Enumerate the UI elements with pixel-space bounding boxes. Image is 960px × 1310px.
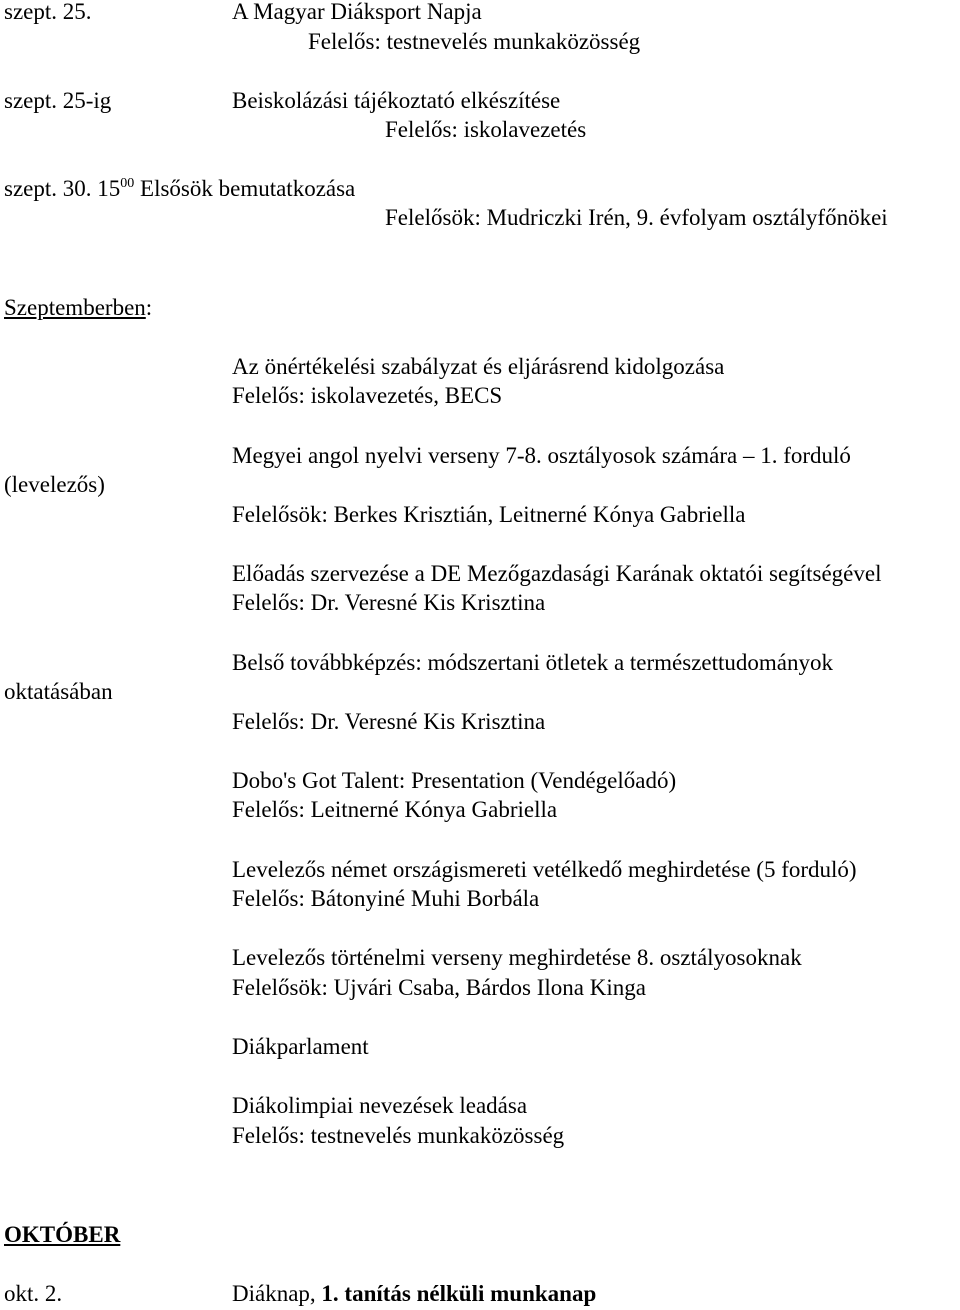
item-title: Levelezős német országismereti vetélkedő meghirdetése (5 forduló) (232, 857, 857, 882)
entry-responsible: Felelősök: Mudriczki Irén, 9. évfolyam osztályfőnökei (385, 205, 888, 230)
item-title: Megyei angol nyelvi verseny 7-8. osztályosok számára – 1. forduló (232, 443, 851, 468)
item-responsible: Felelős: Dr. Veresné Kis Krisztina (232, 590, 546, 615)
entry-title: Beiskolázási tájékoztató elkészítése (232, 88, 561, 113)
item-title: Levelezős történelmi verseny meghirdetése 8. osztályosoknak (232, 945, 802, 970)
time-superscript: 00 (120, 176, 135, 191)
entry-title: A Magyar Diáksport Napja (232, 0, 482, 24)
entry-responsible: Felelős: testnevelés munkaközösség (308, 29, 641, 54)
section-heading (4, 293, 152, 322)
item-title: Az önértékelési szabályzat és eljárásrend kidolgozása (232, 354, 725, 379)
item-title: Előadás szervezése a DE Mezőgazdasági Karának oktatói segítségével (232, 561, 882, 586)
item-title: Diákolimpiai nevezések leadása (232, 1093, 528, 1118)
entry-title-bold: 1. tanítás nélküli munkanap (321, 1281, 597, 1306)
item-title: Diákparlament (232, 1034, 369, 1059)
entry-title (232, 1279, 596, 1308)
item-title: Belső továbbképzés: módszertani ötletek a természettudományok (232, 650, 834, 675)
item-responsible: Felelős: iskolavezetés, BECS (232, 383, 503, 408)
entry-title: Elsősök bemutatkozása (140, 176, 356, 201)
item-title: Dobo's Got Talent: Presentation (Vendégelőadó) (232, 768, 677, 793)
item-responsible: Felelős: Leitnerné Kónya Gabriella (232, 797, 558, 822)
side-label: (levelezős) (4, 472, 105, 497)
entry-date: szept. 30. 15 (4, 176, 121, 201)
item-responsible: Felelős: Bátonyiné Muhi Borbála (232, 886, 540, 911)
entry-title-plain: Diáknap, (232, 1281, 322, 1306)
item-responsible: Felelősök: Berkes Krisztián, Leitnerné Kónya Gabriella (232, 502, 746, 527)
month-heading: OKTÓBER (4, 1222, 121, 1247)
entry-date: szept. 25. (4, 0, 92, 24)
entry-date: szept. 25-ig (4, 88, 112, 113)
entry-date: okt. 2. (4, 1281, 63, 1306)
item-responsible: Felelősök: Ujvári Csaba, Bárdos Ilona Kinga (232, 975, 646, 1000)
section-heading-text: Szeptemberben (4, 295, 146, 320)
item-responsible: Felelős: testnevelés munkaközösség (232, 1123, 565, 1148)
section-heading-colon: : (145, 295, 153, 320)
item-responsible: Felelős: Dr. Veresné Kis Krisztina (232, 709, 546, 734)
entry-date-time (4, 174, 355, 207)
side-label: oktatásában (4, 679, 113, 704)
entry-responsible: Felelős: iskolavezetés (385, 117, 587, 142)
